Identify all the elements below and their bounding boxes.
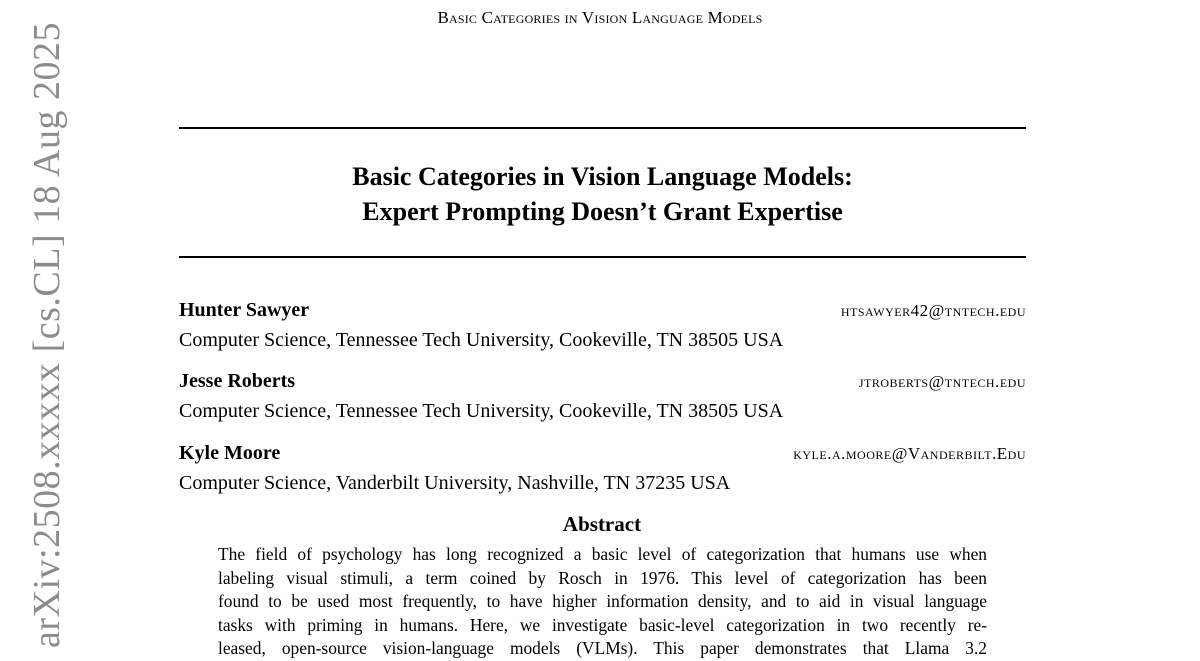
author-name: Jesse Roberts (179, 370, 296, 392)
abstract-line: found to be used most frequently, to have higher information density, and to aid in visual language (218, 591, 987, 612)
abstract-line: leased, open-source vision-language models (VLMs). This paper demonstrates that Llama 3.2 (218, 638, 987, 659)
running-head: Basic Categories in Vision Language Models (437, 8, 763, 27)
author-block (179, 297, 1026, 353)
title-line-1: Basic Categories in Vision Language Models: (352, 162, 853, 191)
title-rule-top (179, 127, 1026, 129)
arxiv-stamp: arXiv:2508.xxxxx [cs.CL] 18 Aug 2025 (26, 22, 68, 648)
author-name: Hunter Sawyer (179, 299, 310, 321)
author-email: kyle.a.moore@Vanderbilt.Edu (793, 444, 1026, 463)
abstract-heading: Abstract (562, 512, 642, 536)
title-rule-bottom (179, 256, 1026, 258)
abstract-line: labeling visual stimuli, a term coined by Rosch in 1976. This level of categorization has been (218, 567, 987, 588)
author-affiliation: Computer Science, Tennessee Tech University, Cookeville, TN 38505 USA (179, 329, 784, 351)
abstract-line: tasks with priming in humans. Here, we investigate basic-level categorization in two recently re- (218, 614, 987, 635)
paper-title (179, 159, 1026, 229)
abstract-line: The field of psychology has long recognized a basic level of categorization that humans use when (218, 544, 987, 564)
author-email: htsawyer42@tntech.edu (840, 301, 1026, 320)
abstract-body (218, 543, 987, 661)
author-affiliation: Computer Science, Vanderbilt University, Nashville, TN 37235 USA (179, 472, 731, 494)
author-block (179, 368, 1026, 424)
author-block (179, 440, 1026, 496)
author-affiliation: Computer Science, Tennessee Tech University, Cookeville, TN 38505 USA (179, 400, 784, 422)
author-name: Kyle Moore (179, 442, 281, 464)
title-line-2: Expert Prompting Doesn’t Grant Expertise (362, 197, 843, 226)
author-email: jtroberts@tntech.edu (858, 372, 1026, 391)
